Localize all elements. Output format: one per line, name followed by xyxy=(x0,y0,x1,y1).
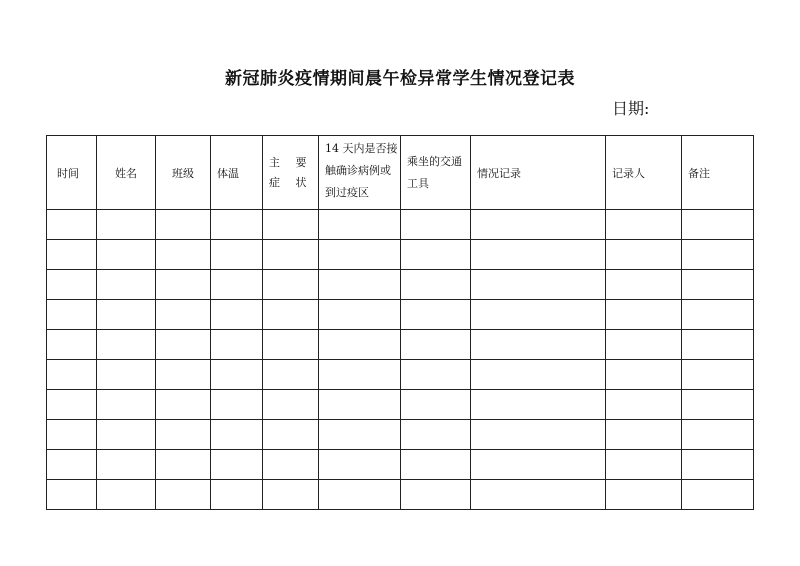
table-cell-class[interactable] xyxy=(156,450,211,480)
table-cell-symptoms[interactable] xyxy=(263,450,319,480)
table-cell-name[interactable] xyxy=(97,240,156,270)
table-cell-time[interactable] xyxy=(47,270,97,300)
table-row xyxy=(47,300,754,330)
table-cell-time[interactable] xyxy=(47,480,97,510)
table-cell-contact[interactable] xyxy=(319,270,401,300)
table-cell-situation[interactable] xyxy=(471,480,606,510)
table-row xyxy=(47,240,754,270)
table-cell-contact[interactable] xyxy=(319,480,401,510)
table-cell-recorder[interactable] xyxy=(606,270,682,300)
table-cell-name[interactable] xyxy=(97,360,156,390)
header-class: 班级 xyxy=(156,136,211,210)
table-cell-remarks[interactable] xyxy=(682,450,754,480)
table-cell-remarks[interactable] xyxy=(682,330,754,360)
table-cell-situation[interactable] xyxy=(471,360,606,390)
table-cell-symptoms[interactable] xyxy=(263,420,319,450)
table-cell-temperature[interactable] xyxy=(211,270,263,300)
header-contact-line-2: 触确诊病例或 xyxy=(325,164,391,177)
table-row xyxy=(47,210,754,240)
table-row xyxy=(47,390,754,420)
table-cell-situation[interactable] xyxy=(471,390,606,420)
table-cell-temperature[interactable] xyxy=(211,210,263,240)
table-cell-class[interactable] xyxy=(156,390,211,420)
table-cell-transport[interactable] xyxy=(401,240,471,270)
header-time: 时间 xyxy=(47,136,97,210)
table-cell-class[interactable] xyxy=(156,300,211,330)
header-symptoms xyxy=(263,136,319,210)
table-cell-temperature[interactable] xyxy=(211,360,263,390)
table-cell-name[interactable] xyxy=(97,300,156,330)
table-cell-name[interactable] xyxy=(97,450,156,480)
table-cell-transport[interactable] xyxy=(401,210,471,240)
table-cell-recorder[interactable] xyxy=(606,330,682,360)
table-cell-time[interactable] xyxy=(47,240,97,270)
table-cell-symptoms[interactable] xyxy=(263,480,319,510)
table-cell-class[interactable] xyxy=(156,420,211,450)
table-cell-transport[interactable] xyxy=(401,480,471,510)
table-cell-recorder[interactable] xyxy=(606,300,682,330)
table-cell-symptoms[interactable] xyxy=(263,240,319,270)
table-cell-name[interactable] xyxy=(97,330,156,360)
table-body xyxy=(47,210,754,510)
table-cell-name[interactable] xyxy=(97,390,156,420)
table-cell-temperature[interactable] xyxy=(211,450,263,480)
table-cell-recorder[interactable] xyxy=(606,240,682,270)
table-row xyxy=(47,480,754,510)
table-cell-name[interactable] xyxy=(97,480,156,510)
table-cell-time[interactable] xyxy=(47,360,97,390)
table-cell-symptoms[interactable] xyxy=(263,390,319,420)
table-cell-contact[interactable] xyxy=(319,450,401,480)
table-cell-symptoms[interactable] xyxy=(263,210,319,240)
table-cell-remarks[interactable] xyxy=(682,360,754,390)
table-cell-recorder[interactable] xyxy=(606,420,682,450)
header-temperature: 体温 xyxy=(211,136,263,210)
table-row xyxy=(47,450,754,480)
table-cell-remarks[interactable] xyxy=(682,480,754,510)
table-cell-class[interactable] xyxy=(156,360,211,390)
date-label: 日期: xyxy=(612,99,650,118)
table-cell-contact[interactable] xyxy=(319,360,401,390)
header-contact-line-3: 到过疫区 xyxy=(325,186,369,199)
table-cell-recorder[interactable] xyxy=(606,480,682,510)
header-transport xyxy=(401,136,471,210)
header-recorder: 记录人 xyxy=(606,136,682,210)
table-row xyxy=(47,360,754,390)
table-cell-name[interactable] xyxy=(97,210,156,240)
header-transport-line-1: 乘坐的交通 xyxy=(407,154,462,168)
header-symptoms-label: 主 要 症 状 xyxy=(269,155,313,189)
table-cell-remarks[interactable] xyxy=(682,240,754,270)
table-cell-symptoms[interactable] xyxy=(263,300,319,330)
table-cell-contact[interactable] xyxy=(319,330,401,360)
table-cell-transport[interactable] xyxy=(401,360,471,390)
header-contact-line-1: 14 天内是否接 xyxy=(325,142,398,155)
register-table xyxy=(46,135,754,510)
table-cell-time[interactable] xyxy=(47,390,97,420)
table-cell-time[interactable] xyxy=(47,300,97,330)
table-cell-temperature[interactable] xyxy=(211,390,263,420)
table-cell-temperature[interactable] xyxy=(211,330,263,360)
table-cell-temperature[interactable] xyxy=(211,480,263,510)
table-row xyxy=(47,330,754,360)
table-cell-contact[interactable] xyxy=(319,210,401,240)
table-cell-name[interactable] xyxy=(97,420,156,450)
table-cell-class[interactable] xyxy=(156,240,211,270)
table-cell-class[interactable] xyxy=(156,270,211,300)
table-cell-situation[interactable] xyxy=(471,450,606,480)
table-cell-time[interactable] xyxy=(47,450,97,480)
table-row xyxy=(47,420,754,450)
table-cell-transport[interactable] xyxy=(401,450,471,480)
page-title: 新冠肺炎疫情期间晨午检异常学生情况登记表 xyxy=(225,69,575,89)
table-cell-remarks[interactable] xyxy=(682,210,754,240)
header-contact xyxy=(319,136,401,210)
table-cell-class[interactable] xyxy=(156,330,211,360)
table-cell-symptoms[interactable] xyxy=(263,360,319,390)
table-cell-symptoms[interactable] xyxy=(263,330,319,360)
table-cell-remarks[interactable] xyxy=(682,270,754,300)
table-cell-time[interactable] xyxy=(47,330,97,360)
table-cell-time[interactable] xyxy=(47,210,97,240)
header-situation: 情况记录 xyxy=(471,136,606,210)
header-name: 姓名 xyxy=(97,136,156,210)
table-cell-situation[interactable] xyxy=(471,300,606,330)
table-cell-situation[interactable] xyxy=(471,420,606,450)
table-cell-contact[interactable] xyxy=(319,390,401,420)
table-cell-situation[interactable] xyxy=(471,210,606,240)
table-cell-situation[interactable] xyxy=(471,270,606,300)
table-cell-contact[interactable] xyxy=(319,300,401,330)
table-cell-symptoms[interactable] xyxy=(263,270,319,300)
table-cell-transport[interactable] xyxy=(401,270,471,300)
header-remarks: 备注 xyxy=(682,136,754,210)
table-cell-transport[interactable] xyxy=(401,300,471,330)
table-row xyxy=(47,270,754,300)
table-cell-temperature[interactable] xyxy=(211,300,263,330)
table-cell-situation[interactable] xyxy=(471,240,606,270)
table-cell-temperature[interactable] xyxy=(211,240,263,270)
table-cell-situation[interactable] xyxy=(471,330,606,360)
table-cell-contact[interactable] xyxy=(319,420,401,450)
header-transport-line-2: 工具 xyxy=(407,176,429,190)
table-cell-transport[interactable] xyxy=(401,420,471,450)
table-cell-temperature[interactable] xyxy=(211,420,263,450)
table-cell-class[interactable] xyxy=(156,210,211,240)
table-cell-recorder[interactable] xyxy=(606,450,682,480)
table-cell-name[interactable] xyxy=(97,270,156,300)
table-cell-time[interactable] xyxy=(47,420,97,450)
table-cell-recorder[interactable] xyxy=(606,210,682,240)
table-cell-transport[interactable] xyxy=(401,330,471,360)
table-header-row xyxy=(47,136,754,210)
table-cell-class[interactable] xyxy=(156,480,211,510)
table-cell-contact[interactable] xyxy=(319,240,401,270)
table-cell-recorder[interactable] xyxy=(606,360,682,390)
table-cell-remarks[interactable] xyxy=(682,420,754,450)
table-cell-remarks[interactable] xyxy=(682,390,754,420)
table-cell-recorder[interactable] xyxy=(606,390,682,420)
table-cell-transport[interactable] xyxy=(401,390,471,420)
table-cell-remarks[interactable] xyxy=(682,300,754,330)
